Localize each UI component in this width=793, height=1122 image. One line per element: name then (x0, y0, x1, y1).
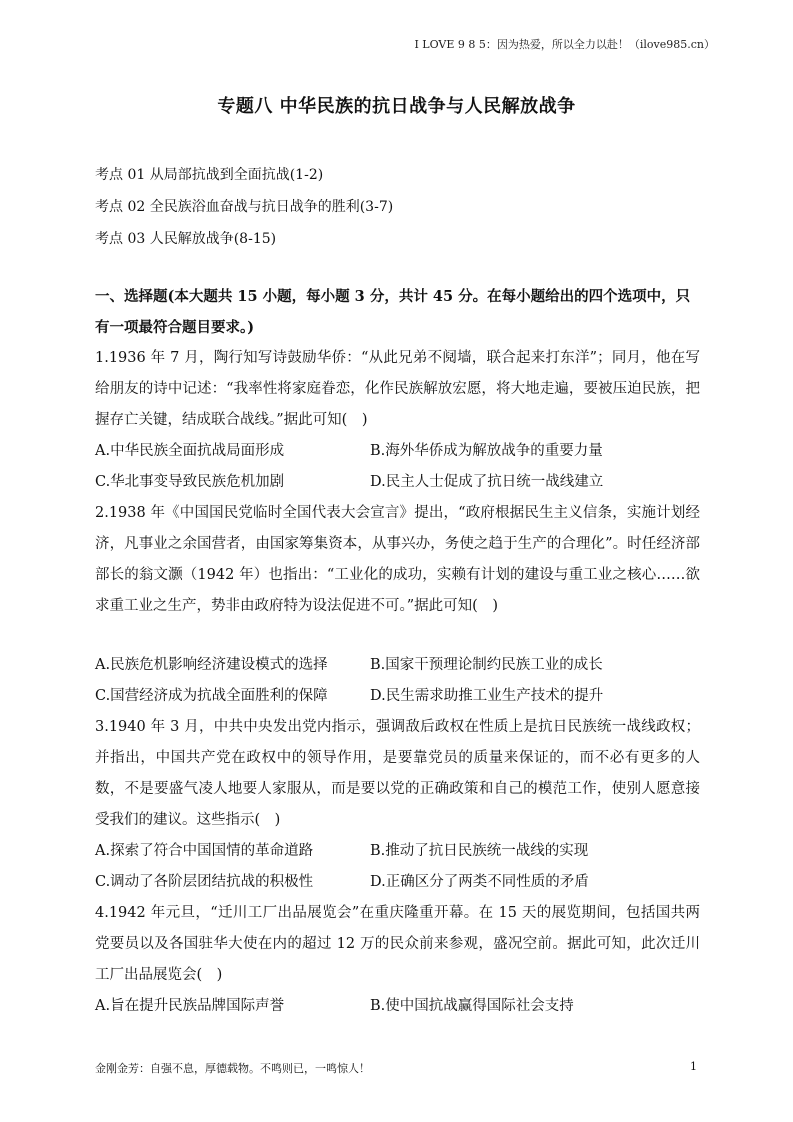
question-1-options-row-2 (95, 467, 700, 498)
kaodian-3: 考点 03 人民解放战争(8-15) (95, 231, 277, 247)
q2-option-d[interactable]: D.民生需求助推工业生产技术的提升 (370, 688, 604, 704)
q1-option-a[interactable]: A.中华民族全面抗战局面形成 (95, 443, 285, 459)
page-title: 专题八 中华民族的抗日战争与人民解放战争 (217, 96, 576, 117)
question-2-options-row-2 (95, 681, 700, 712)
kaodian-2: 考点 02 全民族浴血奋战与抗日战争的胜利(3-7) (95, 199, 394, 215)
question-3-options-row-1 (95, 836, 700, 867)
q4-option-a[interactable]: A.旨在提升民族品牌国际声誉 (95, 998, 285, 1014)
question-4-stem: 4.1942 年元旦，“迁川工厂出品展览会”在重庆隆重开幕。在 15 天的展览期间，包括国共两党要员以及各国驻华大使在内的超过 12 万的民众前来参观，盛况空前。据此可知，此次迁川工厂出品展览会( ) (95, 905, 700, 983)
q2-option-a[interactable]: A.民族危机影响经济建设模式的选择 (95, 657, 328, 673)
question-3-options-row-2 (95, 867, 700, 898)
q2-option-c[interactable]: C.国营经济成为抗战全面胜利的保障 (95, 688, 328, 704)
question-1-options-row-1 (95, 436, 700, 467)
question-1-stem: 1.1936 年 7 月，陶行知写诗鼓励华侨：“从此兄弟不阋墙，联合起来打东洋”；同月，他在写给朋友的诗中记述：“我率性将家庭眷恋，化作民族解放宏愿，将大地走遍，要被压迫民族，把握存亡关键，结成联合战线。”据此可知( ) (95, 350, 700, 428)
question-2-options-row-1 (95, 650, 700, 681)
question-3-stem: 3.1940 年 3 月，中共中央发出党内指示，强调敌后政权在性质上是抗日民族统一战线政权；并指出，中国共产党在政权中的领导作用，是要靠党员的质量来保证的，而不必有更多的人数，不是要盛气凌人地要人家服从，而是要以党的正确政策和自己的模范工作，使别人愿意接受我们的建议。这些指示( ) (95, 719, 700, 828)
footer-motto: 金刚金芳：自强不息，厚德载物。不鸣则已，一鸣惊人！ (95, 1062, 370, 1075)
q3-option-c[interactable]: C.调动了各阶层团结抗战的积极性 (95, 874, 314, 890)
q1-option-d[interactable]: D.民主人士促成了抗日统一战线建立 (370, 474, 604, 490)
q1-option-b[interactable]: B.海外华侨成为解放战争的重要力量 (370, 443, 603, 459)
kaodian-1: 考点 01 从局部抗战到全面抗战(1-2) (95, 167, 324, 183)
q3-option-d[interactable]: D.正确区分了两类不同性质的矛盾 (370, 874, 589, 890)
q3-option-a[interactable]: A.探索了符合中国国情的革命道路 (95, 843, 314, 859)
q3-option-b[interactable]: B.推动了抗日民族统一战线的实现 (370, 843, 589, 859)
q2-option-b[interactable]: B.国家干预理论制约民族工业的成长 (370, 657, 603, 673)
question-2-stem: 2.1938 年《中国国民党临时全国代表大会宣言》提出，“政府根据民生主义信条，实施计划经济，凡事业之余国营者，由国家筹集资本，从事兴办，务使之趋于生产的合理化”。时任经济部部长的翁文灏（1942 年）也指出：“工业化的成功，实赖有计划的建设与重工业之核心……欲求重工业之生产，势非由政府特为设法促进不可。”据此可知( ) (95, 505, 700, 614)
question-4-options-row-1 (95, 991, 700, 1022)
section-heading: 一、选择题(本大题共 15 小题，每小题 3 分，共计 45 分。在每小题给出的四个选项中，只有一项最符合题目要求。) (95, 288, 691, 336)
q1-option-c[interactable]: C.华北事变导致民族危机加剧 (95, 474, 285, 490)
page-header: I LOVE 9 8 5：因为热爱，所以全力以赴！（ilove985.cn） (414, 38, 715, 51)
page-number: 1 (690, 1060, 697, 1073)
q4-option-b[interactable]: B.使中国抗战赢得国际社会支持 (370, 998, 574, 1014)
